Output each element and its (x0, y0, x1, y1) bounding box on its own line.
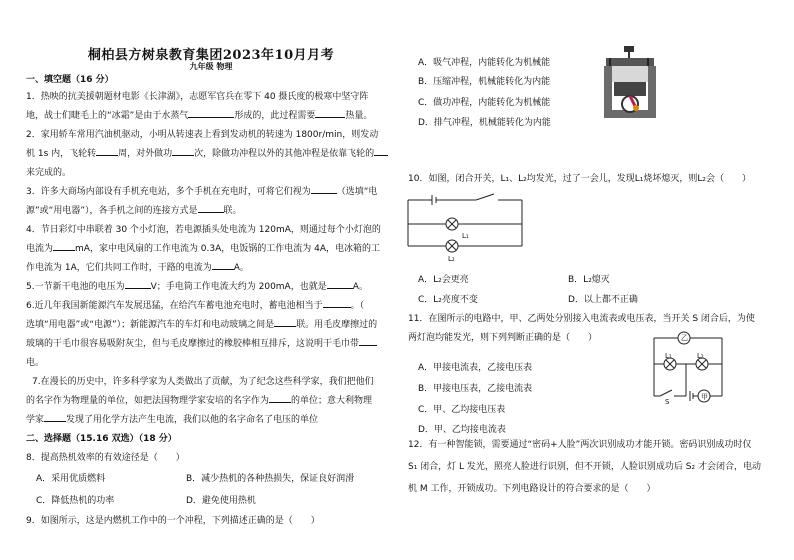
label-switch-s: S (665, 398, 670, 406)
question-3: 3．许多大商场内部设有手机充电站，多个手机在充电时，可将它们视为 （选填“电 源”或“用电器”），各手机之间的连接方式是 联。 (26, 183, 396, 221)
label-meter-bottom: 甲 (701, 393, 708, 401)
exam-subtitle: 九年级 物理 (189, 62, 233, 71)
section-heading-choice: 二、选择题（15.16 双选）（18 分） (26, 434, 177, 444)
blank[interactable] (327, 279, 353, 289)
question-2: 2．家用轿车常用汽油机驱动，小明从转速表上看到发动机的转速为 1800r/min，则发动 机 1s 内，飞轮转 周，对外做功 次，除做功冲程以外的其他冲程是依靠飞轮的 来完成的。 (26, 126, 396, 183)
question-7: 7.在漫长的历史中，许多科学家为人类做出了贡献，为了纪念这些科学家，我们把他们 的名字作为物理量的单位，如把法国物理学家安培的名字作为 的单位；意大利物理 学家 发现了用化学方法产生电流，我们以他的名字命名了电压的单位 (26, 377, 374, 425)
q11-option-b[interactable]: B．甲接电压表，乙接电流表 (418, 384, 533, 394)
question-8-options (26, 468, 396, 512)
q11-circuit-figure (650, 328, 726, 408)
q9-option-a[interactable]: A．吸气冲程，内能转化为机械能 (418, 58, 551, 68)
q10-circuit-figure (406, 190, 526, 260)
blank[interactable] (212, 260, 234, 270)
blank[interactable] (311, 184, 337, 194)
question-12: 12．有一种智能锁，需要通过“密码+人脸”两次识别成功才能开锁。密码识别成功时仅 S₁ 闭合，灯 L 发光，照亮人脸进行识别，但不开锁，人脸识别成功后 S₂ 才会闭合，电动 机 M 工作，开锁成功。下列电路设计的符合要求的是（ ） (408, 440, 761, 494)
question-1: 1．热映的抗美援朝题材电影《长津湖》，志愿军官兵在零下 40 摄氏度的极寒中坚守阵 地，战士们睫毛上的“冰霜”是由于水蒸气 形成的，此过程需要 热量。 (26, 92, 373, 121)
q10-option-b[interactable]: B．L₂熄灭 (568, 275, 610, 285)
option-c[interactable]: C．降低热机的功率 (36, 496, 115, 506)
option-d[interactable]: D．避免使用热机 (186, 496, 256, 506)
question-6: 6.近几年我国新能源汽车发展迅猛，在给汽车蓄电池充电时，蓄电池相当于 。（ 选填“用电器”或“电源”）；新能源汽车的车灯和电动玻璃之间是 联。用毛皮摩擦过的 玻璃的干毛巾很容易吸附灰尘，但与毛皮摩擦过的橡胶棒相互排斥，这说明干毛巾带 电。 (26, 297, 396, 373)
blank[interactable] (198, 203, 224, 213)
engine-cylinder-figure (600, 46, 660, 126)
q10-option-c[interactable]: C．L₂亮度不变 (418, 295, 478, 305)
blank[interactable] (53, 241, 75, 251)
label-l2: L₂ (697, 352, 704, 360)
label-l1: L₁ (462, 232, 469, 240)
section-heading-fill: 一、填空题（16 分） (26, 75, 114, 85)
question-5: 5.一节新干电池的电压为 V；手电筒工作电流大约为 200mA，也就是 A。 (26, 278, 396, 297)
q9-option-c[interactable]: C．做功冲程，内能转化为机械能 (418, 98, 551, 108)
q11-option-c[interactable]: C．甲、乙均接电压表 (418, 405, 506, 415)
blank[interactable] (274, 317, 296, 327)
q9-option-b[interactable]: B．压缩冲程，机械能转化为内能 (418, 77, 551, 87)
question-9-stem: 9．如图所示，这是内燃机工作中的一个冲程，下列描述正确的是（ ） (26, 516, 320, 526)
left-column (26, 72, 396, 531)
question-4: 4．节日彩灯中串联着 30 个小灯泡，若电源插头处电流为 120mA，则通过每个小灯泡的 电流为 mA，家中电风扇的工作电流为 0.3A，电饭锅的工作电流为 4A，电冰箱的工 作电流为 1A，它们共同工作时，干路的电流为 A。 (26, 225, 381, 273)
q10-option-a[interactable]: A．L₂会更亮 (418, 275, 469, 285)
q9-option-d[interactable]: D．排气冲程，机械能转化为内能 (418, 118, 551, 128)
question-11-stem: 11．在图所示的电路中，甲、乙两处分别接入电流表或电压表，当开关 S 闭合后，为使 两灯泡均能发光，则下列判断正确的是（ ） (408, 314, 755, 343)
q11-option-a[interactable]: A．甲接电流表，乙接电压表 (418, 363, 533, 373)
blank[interactable] (323, 298, 351, 308)
blank[interactable] (315, 108, 345, 118)
blank[interactable] (188, 108, 234, 118)
exam-title: 桐柏县方树泉教育集团2023年10月月考 (87, 48, 335, 63)
question-8-stem: 8．提高热机效率的有效途径是（ ） (26, 453, 185, 463)
blank[interactable] (96, 146, 118, 156)
blank[interactable] (269, 393, 291, 403)
q10-option-d[interactable]: D．以上都不正确 (568, 295, 638, 305)
label-meter-top: 乙 (681, 334, 688, 342)
option-b[interactable]: B．减少热机的各种热损失，保证良好润滑 (186, 474, 355, 484)
option-a[interactable]: A．采用优质燃料 (36, 474, 106, 484)
blank[interactable] (172, 146, 194, 156)
label-l2: L₂ (448, 255, 455, 263)
blank[interactable] (374, 146, 388, 156)
blank[interactable] (125, 279, 151, 289)
blank[interactable] (359, 336, 377, 346)
question-10-stem: 10．如图，闭合开关，L₁、L₂均发光，过了一会儿，发现L₁烧坏熄灭，则L₂会（ ） (408, 174, 751, 184)
label-l1: L₁ (665, 352, 672, 360)
blank[interactable] (44, 412, 66, 422)
q11-option-d[interactable]: D．甲、乙均接电流表 (418, 425, 506, 435)
